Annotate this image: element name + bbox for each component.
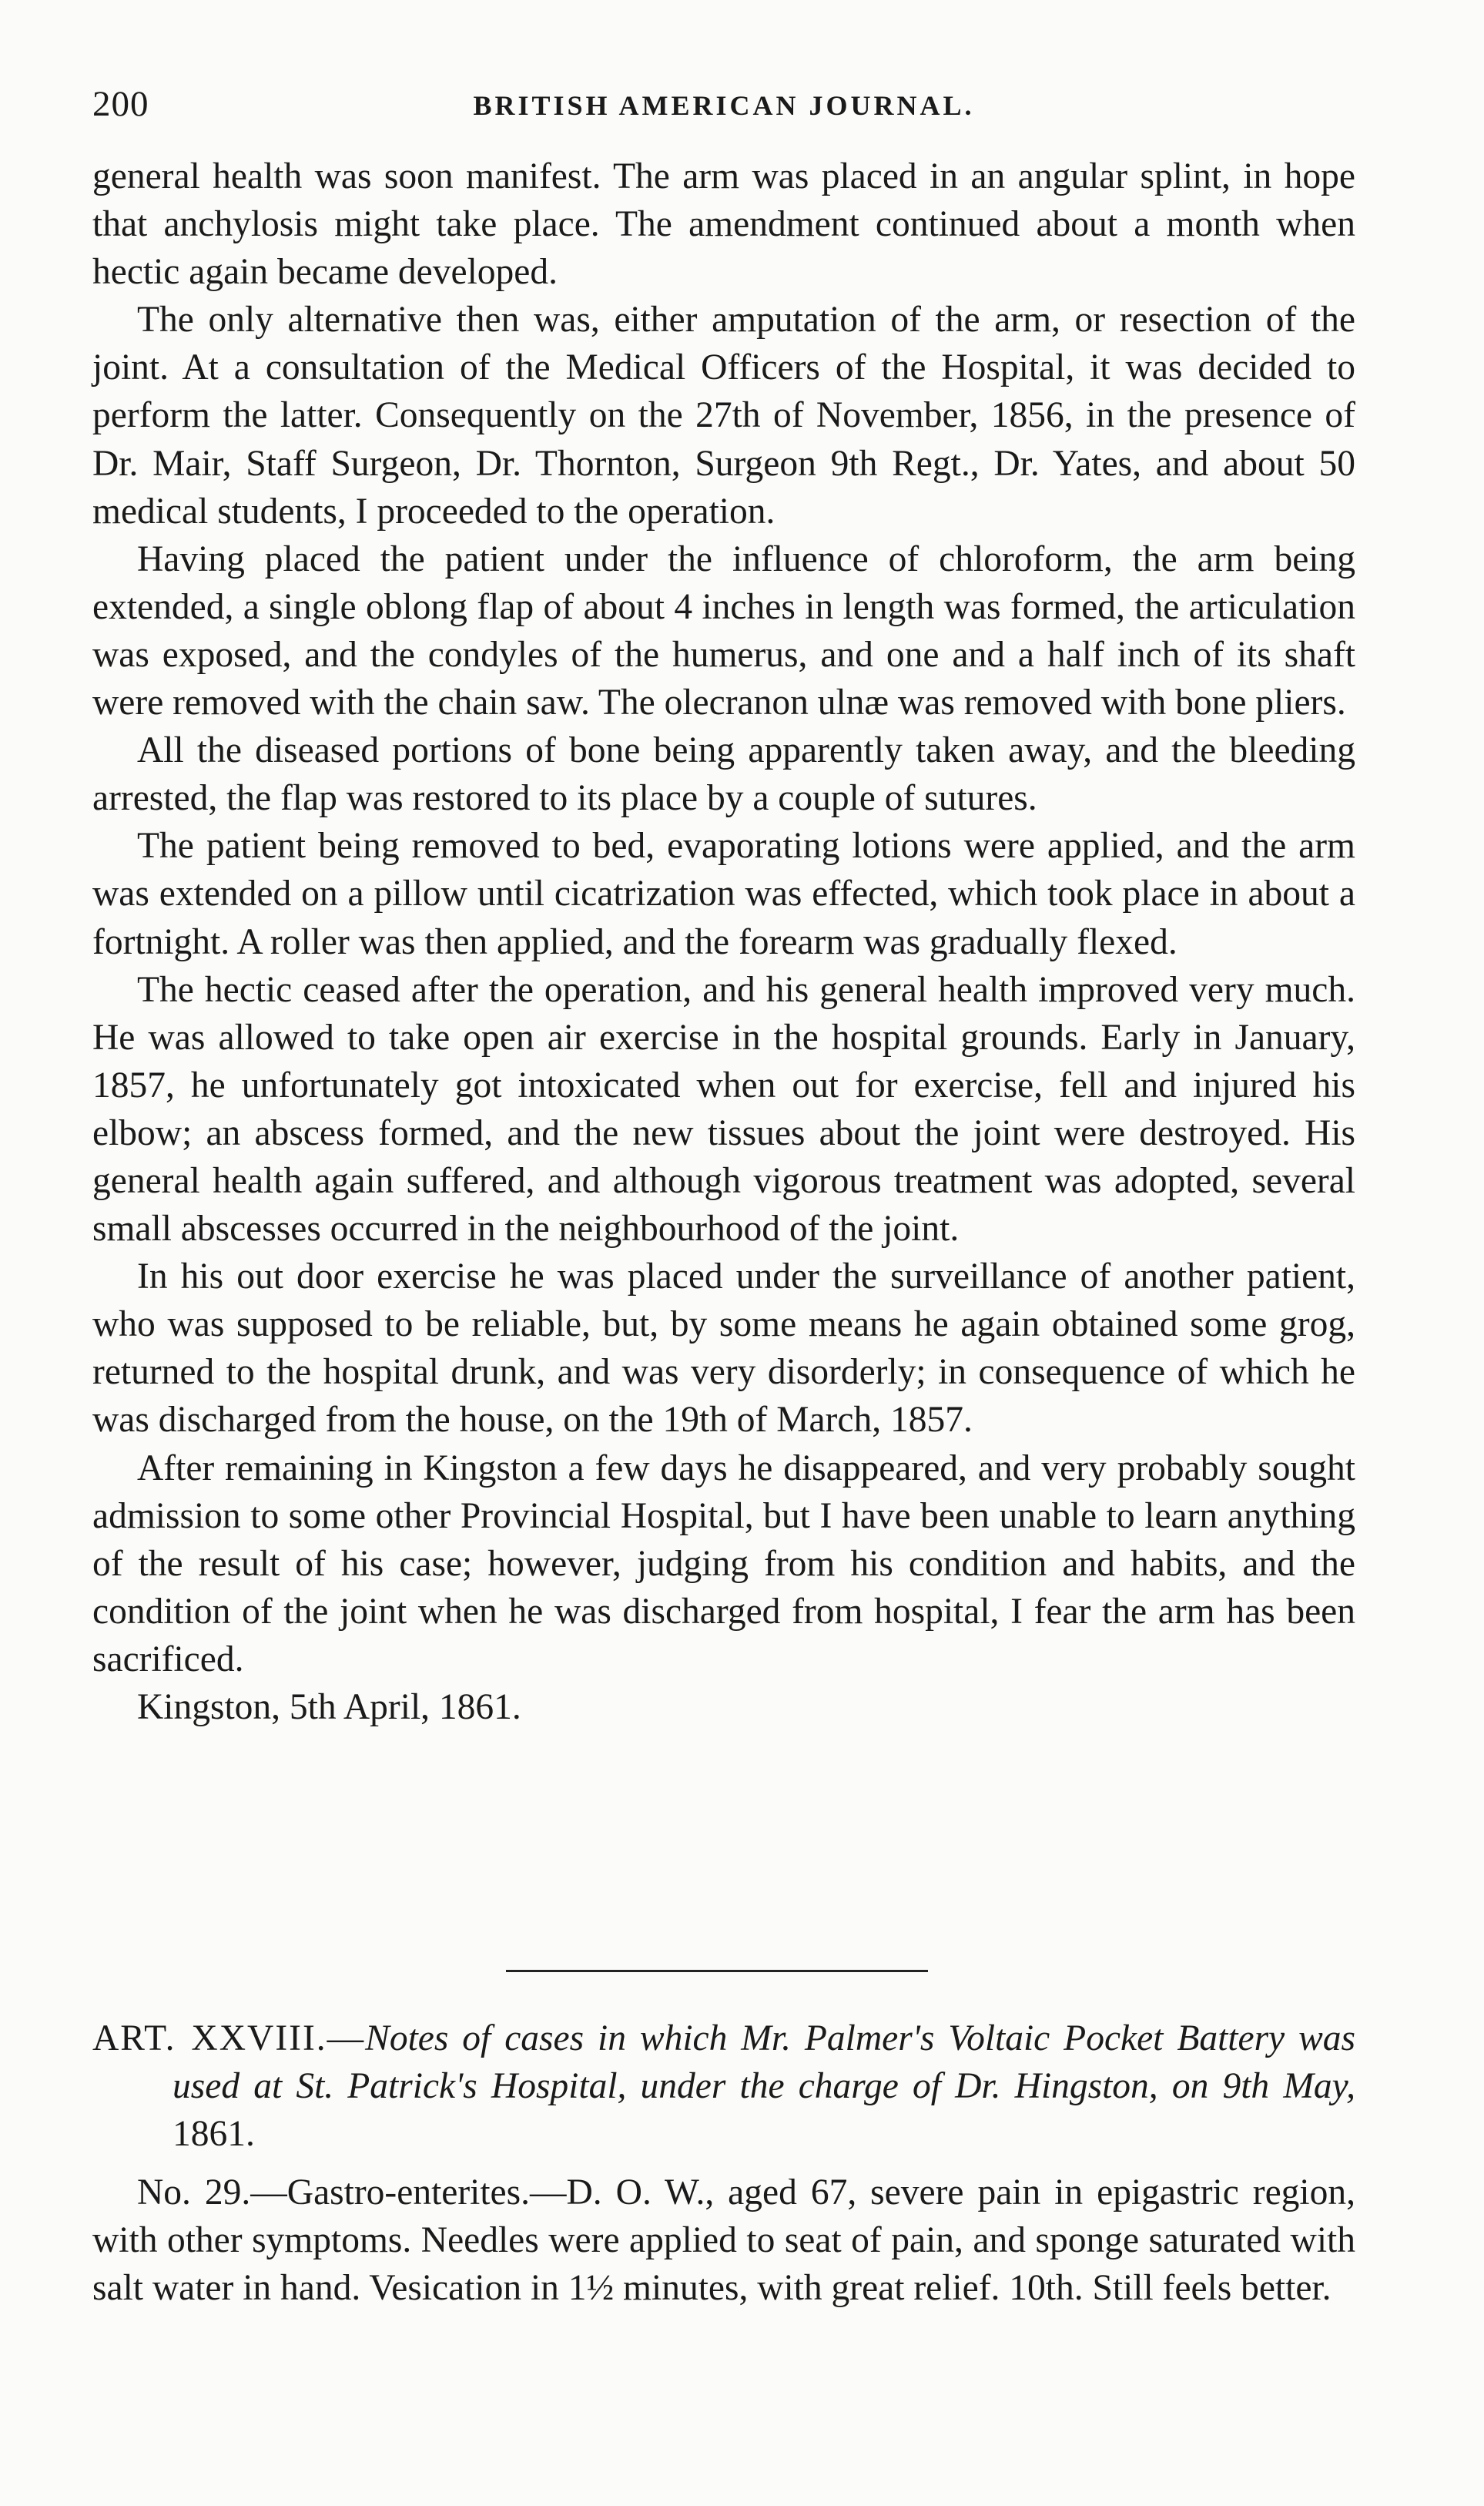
paragraph: Having placed the patient under the influence of chloroform, the arm being extended, a single oblong flap of about 4 inches in length was formed, the articulation was exposed, and the condyles of the humerus, and one and a half inch of its shaft were removed with the chain saw. The olecranon ulnæ was removed with bone pliers. [92,538,1355,723]
page-number: 200 [92,84,149,124]
paragraph: After remaining in Kingston a few days he disappeared, and very probably sought admission to some other Provincial Hospital, but I have been unable to learn anything of the result of his case; however, judging from his condition and habits, and the condition of the joint when he was discharged from hospital, I fear the arm has been sacrificed. [92,1448,1355,1679]
paragraph: All the diseased portions of bone being apparently taken away, and the bleeding arrested, the flap was restored to its place by a couple of sutures. [92,730,1355,819]
journal-title: BRITISH AMERICAN JOURNAL. [473,90,975,121]
paragraph: The patient being removed to bed, evaporating lotions were applied, and the arm was extended on a pillow until cicatrization was effected, which took place in about a fortnight. A roller was then applied, and the forearm was gradually flexed. [92,826,1355,962]
signoff-place-date: Kingston, 5th April, 1861. [137,1687,521,1727]
paragraph: In his out door exercise he was placed under the surveillance of another patient, who was supposed to be reliable, but, by some means he again obtained some grog, returned to the hospital drunk, and was very disorderly; in consequence of which he was discharged from the house, on the 19th of March, 1857. [92,1256,1355,1441]
case-entry [92,2169,1355,2313]
paragraph: The hectic ceased after the operation, and his general health improved very much. He was allowed to take open air exercise in the hospital grounds. Early in January, 1857, he unfortunately got intoxicated when out for exercise, fell and injured his elbow; an abscess formed, and the new tissues about the joint were destroyed. His general health again suffered, and although vigorous treatment was adopted, several small abscesses occurred in the neighbourhood of the joint. [92,969,1355,1250]
article-year: 1861. [173,2114,255,2154]
article-title: Notes of cases in which Mr. Palmer's Voltaic Pocket Battery was used at St. Patrick's Hospital, under the charge of Dr. Hingston, on 9th May, [173,2018,1355,2106]
case-paragraph: No. 29.—Gastro-enterites.—D. O. W., aged 67, severe pain in epigastric region, with other symptoms. Needles were applied to seat of pain, and sponge saturated with salt water in hand. Vesication in 1½ minutes, with great relief. 10th. Still feels better. [92,2172,1355,2309]
paragraph: general health was soon manifest. The arm was placed in an angular splint, in hope that anchylosis might take place. The amendment continued about a month when hectic again became developed. [92,156,1355,293]
article-label: ART. XXVIII.— [92,2018,366,2058]
paragraph: The only alternative then was, either amputation of the arm, or resection of the joint. At a consultation of the Medical Officers of the Hospital, it was decided to perform the latter. Consequently on the 27th of November, 1856, in the presence of Dr. Mair, Staff Surgeon, Dr. Thornton, Surgeon 9th Regt., Dr. Yates, and about 50 medical students, I proceeded to the operation. [92,300,1355,532]
case-report-body [92,153,1355,1731]
section-divider [506,1970,928,1972]
article-heading [92,2015,1355,2158]
running-head [92,83,1355,129]
